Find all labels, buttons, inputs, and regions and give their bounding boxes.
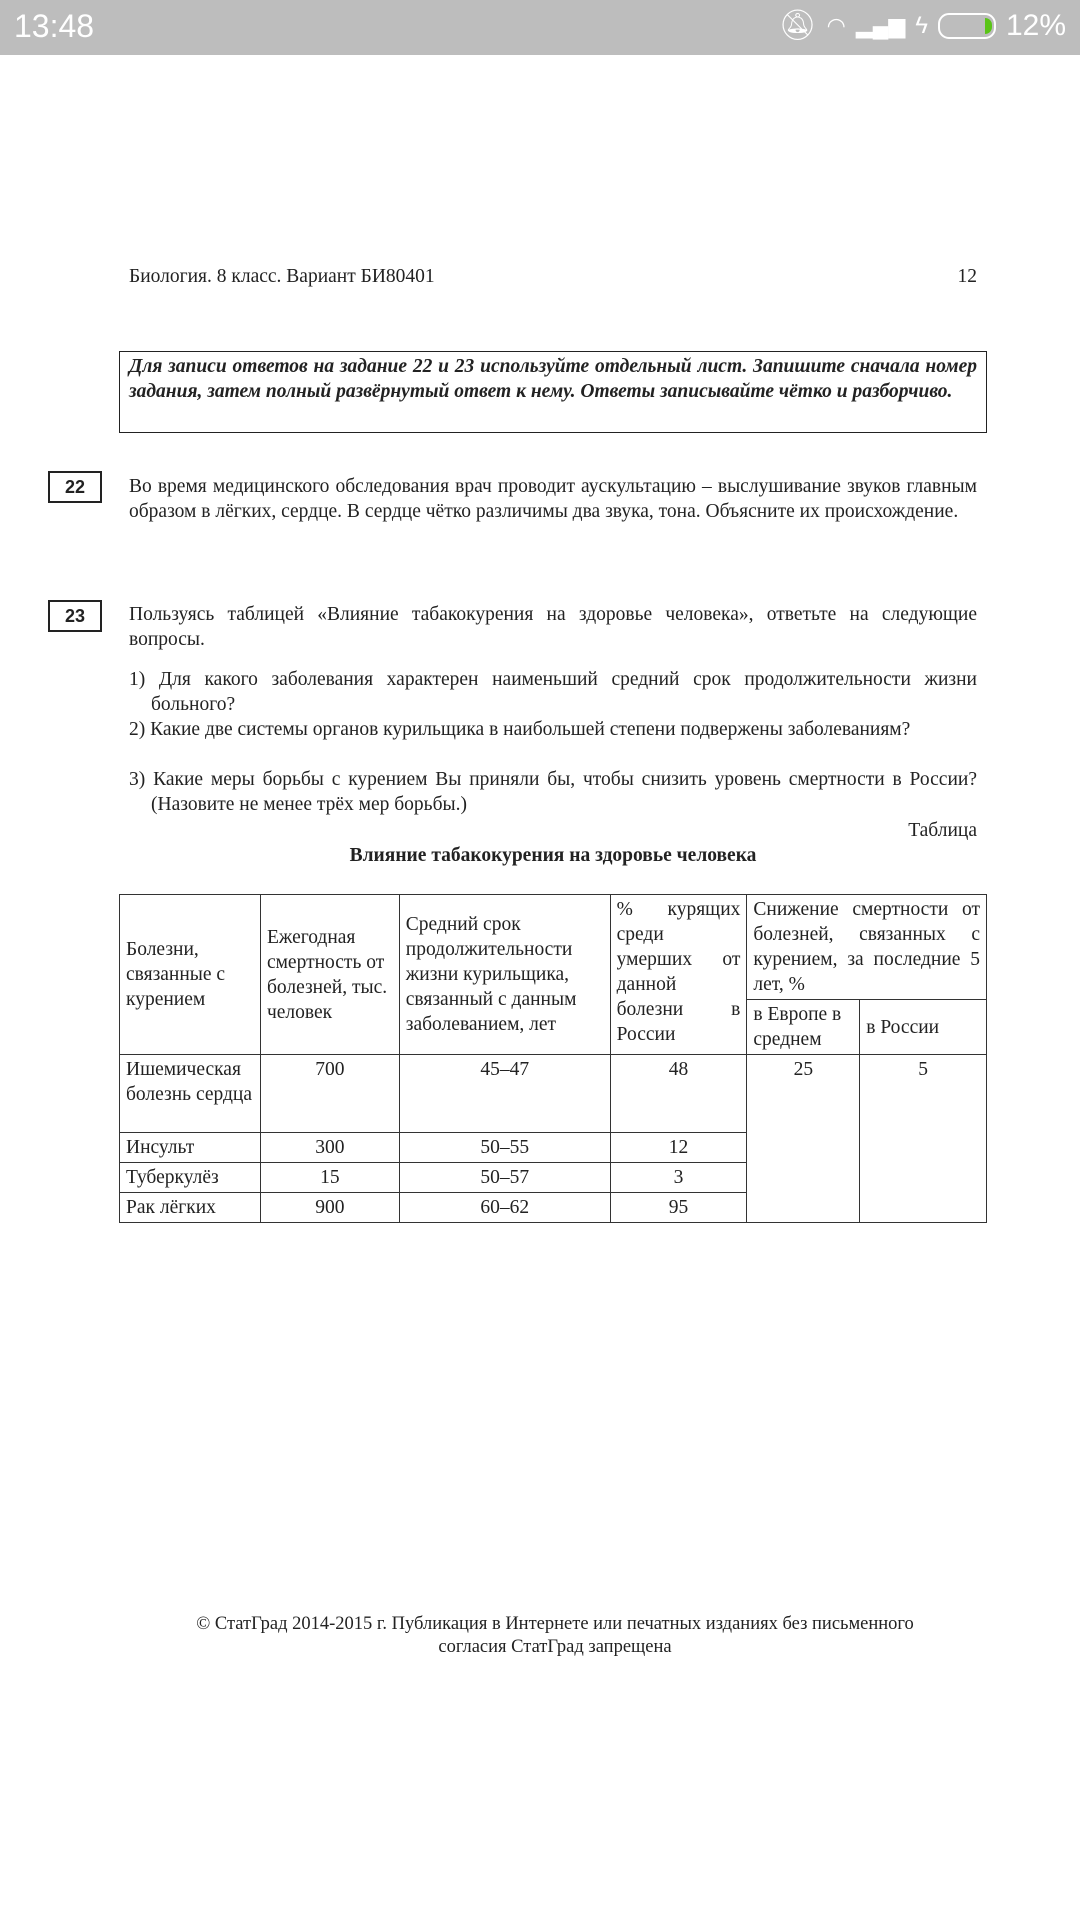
question-23-item: 2) Какие две системы органов курильщика в наибольшей степени подвержены заболеваниям? bbox=[129, 719, 911, 740]
clock: 13:48 bbox=[14, 8, 95, 44]
question-22-number: 22 bbox=[48, 471, 102, 503]
status-bar bbox=[0, 0, 1080, 55]
cell-lifespan: 50–57 bbox=[399, 1163, 610, 1193]
header-mortality-reduction: Снижение смертности от болезней, связанных с курением, за последние 5 лет, % bbox=[747, 895, 987, 1000]
header-mortality: Ежегодная смертность от болезней, тыс. человек bbox=[260, 895, 399, 1055]
cell-mortality: 900 bbox=[260, 1193, 399, 1223]
question-23-text: Пользуясь таблицей «Влияние табакокурения на здоровье человека», ответьте на следующие вопросы. bbox=[129, 604, 977, 650]
battery-icon bbox=[938, 13, 996, 39]
cell-lifespan: 60–62 bbox=[399, 1193, 610, 1223]
table-label: Таблица bbox=[908, 820, 977, 841]
wifi-icon: ◠ bbox=[826, 12, 846, 38]
cell-russia: 5 bbox=[860, 1055, 987, 1223]
instruction-text: Для записи ответов на задание 22 и 23 используйте отдельный лист. Запишите сначала номер задания, затем полный развёрнутый ответ к нему. Ответы записывайте чётко и разборчиво. bbox=[129, 356, 977, 402]
header-russia: в России bbox=[860, 1000, 987, 1055]
question-23-item: 1) Для какого заболевания характерен наименьший средний срок продолжительности жизни больного? bbox=[129, 669, 977, 715]
header-smokers-percent: % курящих среди умерших от данной болезни в России bbox=[610, 895, 747, 1055]
header-title: Биология. 8 класс. Вариант БИ80401 bbox=[129, 266, 435, 287]
mute-icon: 🔕︎ bbox=[778, 9, 817, 42]
table-row bbox=[120, 1055, 987, 1133]
cell-percent: 48 bbox=[610, 1055, 747, 1133]
cell-mortality: 300 bbox=[260, 1133, 399, 1163]
smoking-table bbox=[119, 894, 987, 1223]
cell-disease: Туберкулёз bbox=[120, 1163, 261, 1193]
page-number: 12 bbox=[957, 266, 977, 287]
question-22-text: Во время медицинского обследования врач проводит аускультацию – выслушивание звуков главным образом в лёгких, сердце. В сердце чётко различимы два звука, тона. Объясните их происхождение. bbox=[129, 476, 977, 522]
cell-mortality: 15 bbox=[260, 1163, 399, 1193]
cell-europe: 25 bbox=[747, 1055, 860, 1223]
table-title: Влияние табакокурения на здоровье человека bbox=[349, 845, 757, 866]
cell-lifespan: 50–55 bbox=[399, 1133, 610, 1163]
question-23-item: 3) Какие меры борьбы с курением Вы приняли бы, чтобы снизить уровень смертности в России? (Назовите не менее трёх мер борьбы.) bbox=[129, 769, 977, 815]
cell-lifespan: 45–47 bbox=[399, 1055, 610, 1133]
cell-percent: 95 bbox=[610, 1193, 747, 1223]
cell-percent: 12 bbox=[610, 1133, 747, 1163]
battery-percent: 12% bbox=[1005, 8, 1066, 42]
header-lifespan: Средний срок продолжительности жизни курильщика, связанный с данным заболеванием, лет bbox=[399, 895, 610, 1055]
header-europe: в Европе в среднем bbox=[747, 1000, 860, 1055]
footer-copyright: © СтатГрад 2014-2015 г. Публикация в Интернете или печатных изданиях без письменного согласия СтатГрад запрещена bbox=[196, 1614, 914, 1657]
cell-disease: Рак лёгких bbox=[120, 1193, 261, 1223]
question-23-number: 23 bbox=[48, 600, 102, 632]
cell-disease: Инсульт bbox=[120, 1133, 261, 1163]
header-disease: Болезни, связанные с курением bbox=[120, 895, 261, 1055]
cell-disease: Ишемическая болезнь сердца bbox=[120, 1055, 261, 1133]
cell-percent: 3 bbox=[610, 1163, 747, 1193]
signal-icon: ▂▄▆ bbox=[855, 12, 906, 38]
cell-mortality: 700 bbox=[260, 1055, 399, 1133]
charging-icon: ϟ bbox=[915, 11, 928, 39]
instruction-box bbox=[119, 351, 987, 433]
